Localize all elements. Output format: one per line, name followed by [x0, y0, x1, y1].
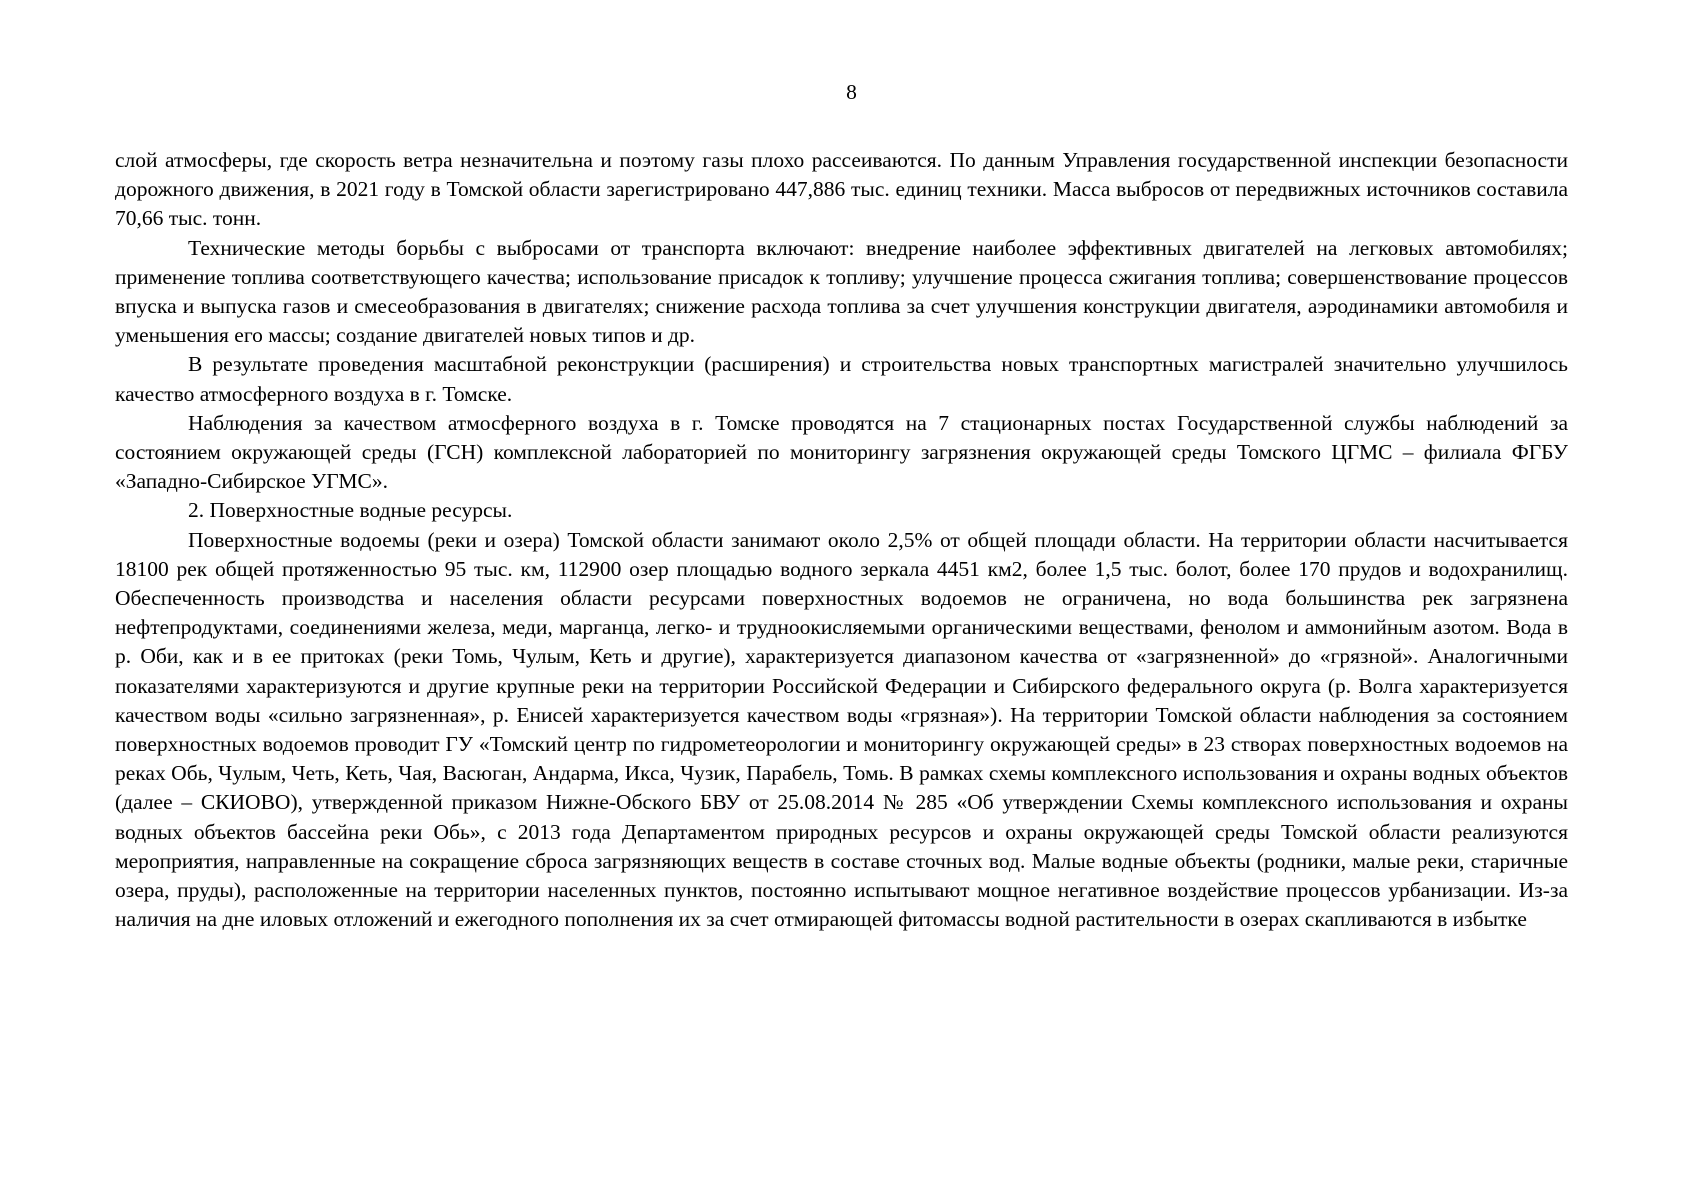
paragraph-transport-emissions: слой атмосферы, где скорость ветра незначительна и поэтому газы плохо рассеиваются. По данным Управления государственной инспекции безопасности дорожного движения, в 2021 году в Томской области зарегистрировано 447,886 тыс. единиц техники. Масса выбросов от передвижных источников составила 70,66 тыс. тонн. [115, 148, 1568, 231]
paragraph-surface-water: Поверхностные водоемы (реки и озера) Томской области занимают около 2,5% от общей площади области. На территории области насчитывается 18100 рек общей протяженностью 95 тыс. км, 112900 озер площадью водного зеркала 4451 км2, более 1,5 тыс. болот, более 170 прудов и водохранилищ. Обеспеченность производства и населения области ресурсами поверхностных водоемов не ограничена, но вода большинства рек загрязнена нефтепродуктами, соединениями железа, меди, марганца, легко- и трудноокисляемыми органическими веществами, фенолом и аммонийным азотом. Вода в р. Оби, как и в ее притоках (реки Томь, Чулым, Кеть и другие), характеризуется диапазоном качества от «загрязненной» до «грязной». Аналогичными показателями характеризуются и другие крупные реки на территории Российской Федерации и Сибирского федерального округа (р. Волга характеризуется качеством воды «сильно загрязненная», р. Енисей характеризуется качеством воды «грязная»). На территории Томской области наблюдения за состоянием поверхностных водоемов проводит ГУ «Томский центр по гидрометеорологии и мониторингу окружающей среды» в 23 створах поверхностных водоемов на реках Обь, Чулым, Четь, Кеть, Чая, Васюган, Андарма, Икса, Чузик, Парабель, Томь. В рамках схемы комплексного использования и охраны водных объектов (далее – СКИОВО), утвержденной приказом Нижне-Обского БВУ от 25.08.2014 № 285 «Об утверждении Схемы комплексного использования и охраны водных объектов бассейна реки Обь», с 2013 года Департаментом природных ресурсов и охраны окружающей среды Томской области реализуются мероприятия, направленные на сокращение сброса загрязняющих веществ в составе сточных вод. Малые водные объекты (родники, малые реки, старичные озера, пруды), расположенные на территории населенных пунктов, постоянно испытывают мощное негативное воздействие процессов урбанизации. Из-за наличия на дне иловых отложений и ежегодного пополнения их за счет отмирающей фитомассы водной растительности в озерах скапливаются в избытке [115, 527, 1568, 932]
section-heading-surface-water: 2. Поверхностные водные ресурсы. [188, 498, 513, 523]
paragraph-technical-methods: Технические методы борьбы с выбросами от транспорта включают: внедрение наиболее эффективных двигателей на легковых автомобилях; применение топлива соответствующего качества; использование присадок к топливу; улучшение процесса сжигания топлива; совершенствование процессов впуска и выпуска газов и смесеобразования в двигателях; снижение расхода топлива за счет улучшения конструкции двигателя, аэродинамики автомобиля и уменьшения его массы; создание двигателей новых типов и др. [115, 235, 1568, 348]
paragraph-road-reconstruction: В результате проведения масштабной реконструкции (расширения) и строительства новых транспортных магистралей значительно улучшилось качество атмосферного воздуха в г. Томске. [115, 352, 1568, 406]
paragraph-air-monitoring: Наблюдения за качеством атмосферного воздуха в г. Томске проводятся на 7 стационарных постах Государственной службы наблюдений за состоянием окружающей среды (ГСН) комплексной лабораторией по мониторингу загрязнения окружающей среды Томского ЦГМС – филиала ФГБУ «Западно-Сибирское УГМС». [115, 410, 1568, 494]
page-number: 8 [846, 80, 857, 104]
